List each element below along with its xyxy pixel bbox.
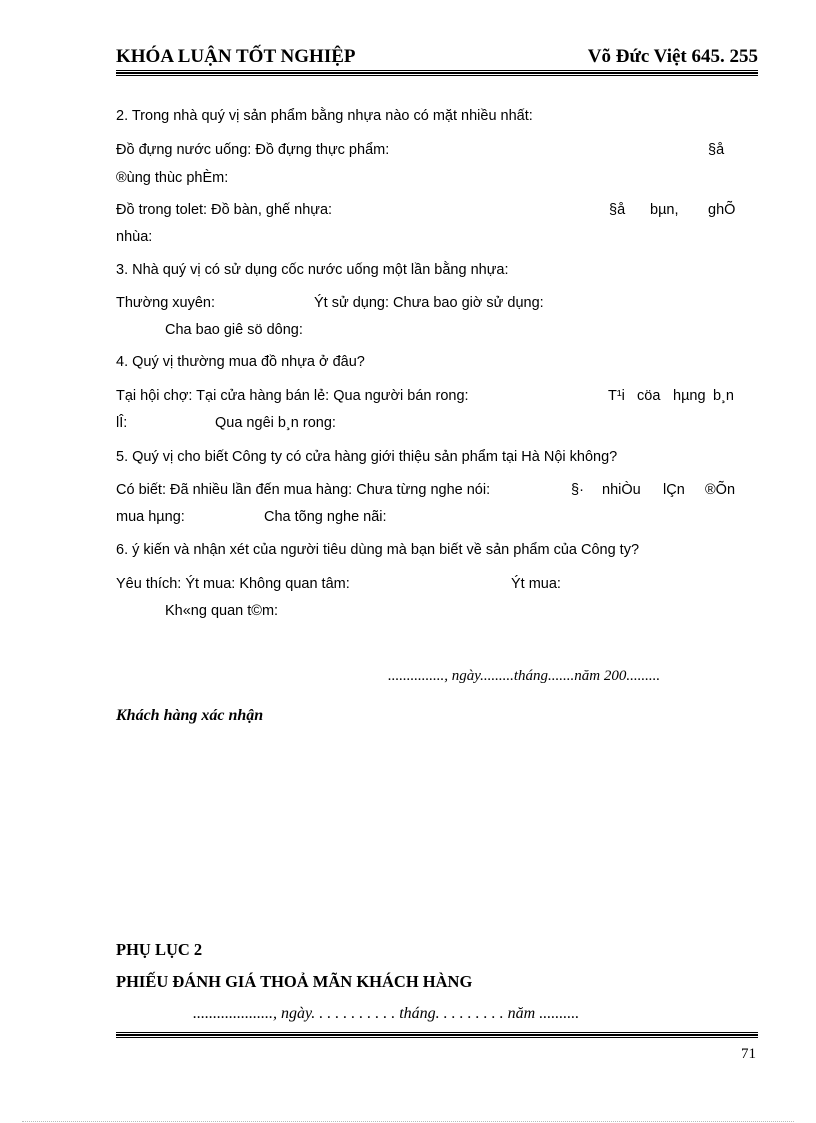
question-4-garbled-4: b¸n (713, 388, 734, 404)
page-number: 71 (741, 1046, 756, 1062)
question-2-options-line2: ®ùng thùc phÈm: (116, 170, 229, 186)
question-6-title: 6. ý kiến và nhận xét của người tiêu dùng mà bạn biết về sản phẩm của Công ty? (116, 542, 640, 558)
question-2b-garbled-1: §å (609, 202, 626, 218)
footer-rule-3 (116, 1037, 758, 1038)
question-4-options-line1: Tại hội chợ: Tại cửa hàng bán lẻ: Qua người bán rong: (116, 388, 469, 404)
question-3-title: 3. Nhà quý vị có sử dụng cốc nước uống một lần bằng nhựa: (116, 262, 509, 278)
question-5-garbled-2: nhiÒu (602, 482, 641, 498)
question-3-option-b: Ýt sử dụng: Chưa bao giờ sử dụng: (314, 295, 544, 311)
question-4-garbled-3: hµng (673, 388, 706, 404)
question-2b-garbled-2: bµn, (650, 202, 679, 218)
question-3-options-line2: Cha bao giê sö dông: (165, 322, 303, 338)
question-3-option-a: Thường xuyên: (116, 295, 216, 311)
question-2b-options-line2: nhùa: (116, 229, 153, 245)
appendix-label: PHỤ LỤC 2 (116, 940, 203, 959)
header-rule-2 (116, 72, 758, 74)
question-6-option-a: Yêu thích: Ýt mua: Không quan tâm: (116, 576, 350, 592)
question-2b-garbled-3: ghÕ (708, 202, 736, 218)
appendix-date-line: ...................., ngày. . . . . . . . . . . tháng. . . . . . . . . năm .......... (193, 1005, 580, 1022)
question-2-title: 2. Trong nhà quý vị sản phẩm bằng nhựa nào có mặt nhiều nhất: (116, 108, 533, 124)
header-rule-1 (116, 70, 758, 71)
question-5-garbled-4: ®Õn (705, 482, 736, 498)
footer-rule-1 (116, 1032, 758, 1033)
question-4-options-line2a: lÎ: (116, 415, 128, 431)
question-4-title: 4. Quý vị thường mua đồ nhựa ở đâu? (116, 354, 365, 370)
question-5-garbled-3: lÇn (663, 482, 685, 498)
page-bottom-edge (22, 1121, 794, 1122)
question-6-option-b: Ýt mua: (511, 576, 561, 592)
question-2b-options-line1: Đồ trong tolet: Đồ bàn, ghế nhựa: (116, 202, 333, 218)
question-5-options-line1: Có biết: Đã nhiều lần đến mua hàng: Chưa từng nghe nói: (116, 482, 491, 498)
question-5-options-line2a: mua hµng: (116, 509, 185, 525)
question-6-options-line2: Kh«ng quan t©m: (165, 603, 279, 619)
header-left-title: KHÓA LUẬN TỐT NGHIỆP (116, 46, 356, 67)
customer-confirm-label: Khách hàng xác nhận (116, 707, 264, 724)
question-4-garbled-1: T¹i (608, 388, 625, 404)
question-2-garbled-1: §å (708, 142, 725, 158)
question-2-options-line1: Đồ đựng nước uống: Đồ đựng thực phẩm: (116, 142, 390, 158)
header-rule-3 (116, 75, 758, 76)
signature-date-line: ..............., ngày.........tháng.......năm 200......... (388, 668, 661, 684)
question-4-garbled-2: cöa (637, 388, 661, 404)
header-right-title: Võ Đức Việt 645. 255 (587, 46, 758, 67)
question-5-options-line2b: Cha tõng nghe nãi: (264, 509, 387, 525)
question-5-title: 5. Quý vị cho biết Công ty có cửa hàng giới thiệu sản phẩm tại Hà Nội không? (116, 449, 618, 465)
footer-rule-2 (116, 1034, 758, 1036)
appendix-title: PHIẾU ĐÁNH GIÁ THOẢ MÃN KHÁCH HÀNG (116, 972, 473, 991)
question-5-garbled-1: §· (571, 482, 584, 498)
question-4-options-line2b: Qua ngêi b¸n rong: (215, 415, 336, 431)
